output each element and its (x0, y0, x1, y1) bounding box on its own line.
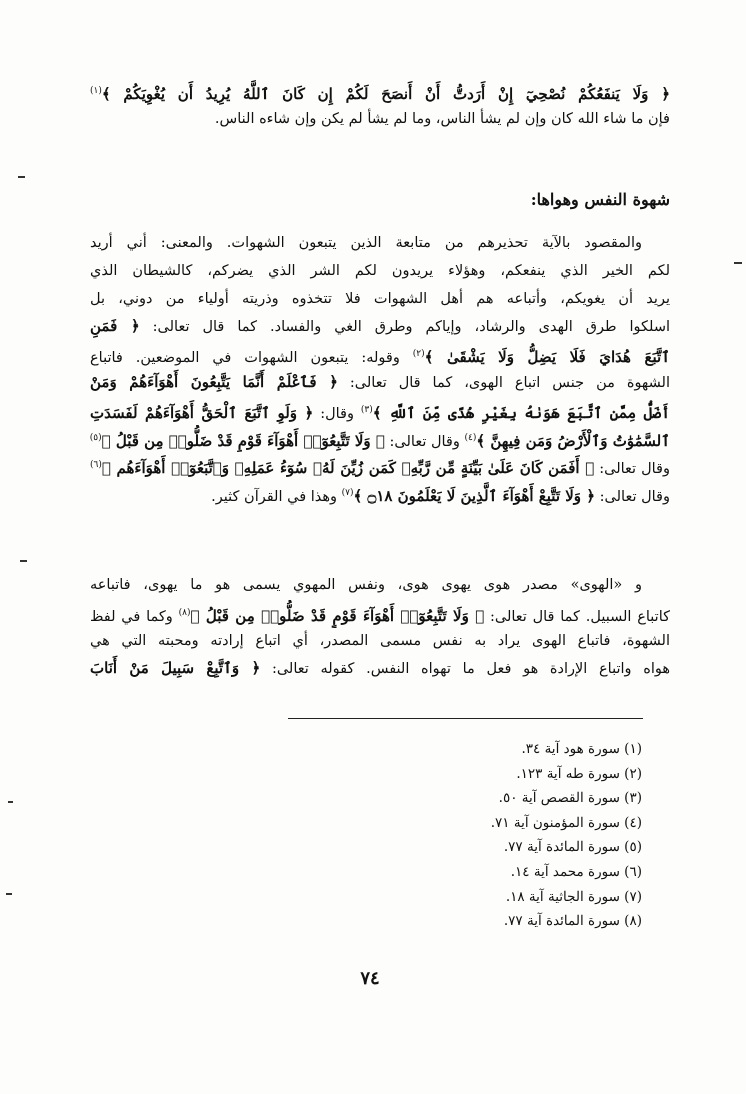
paragraph-2 (90, 572, 670, 683)
footnote-ref: (٥) (90, 432, 102, 443)
body-line (90, 397, 670, 425)
footnote-ref: (٤) (464, 432, 477, 443)
footnote-ref: (٧) (341, 488, 354, 499)
body-line (90, 655, 670, 683)
body-line: و «الهوى» مصدر هوى يهوى هوى، ونفس المهوي يسمى هو ما يهوى، فاتباعه (90, 577, 642, 593)
paragraph-1 (90, 230, 670, 508)
margin-mark (6, 893, 12, 895)
quran-verse: ﴿ فَمَنِ (90, 317, 140, 336)
body-text: وقال تعالى: (599, 489, 670, 505)
top-verse-line (90, 78, 670, 106)
footnote-ref: (٦) (90, 460, 102, 471)
body-line (90, 341, 670, 369)
body-text: وقال تعالى: (389, 433, 460, 450)
margin-mark (20, 560, 27, 562)
body-text: وكما في لفظ (90, 608, 173, 625)
footnote: (٥) سورة المائدة آية ٧٧. (503, 839, 642, 856)
body-line: لكم الخير الذي ينفعكم، وهؤلاء يريدون لكم الشر الذي يضركم، كالشيطان الذي (90, 262, 670, 279)
top-verse-block (90, 78, 670, 134)
footnote-ref: (٢) (412, 349, 425, 360)
footnote-separator (288, 718, 643, 719)
body-text: وقال تعالى: (599, 461, 670, 478)
body-line (90, 480, 670, 508)
quran-verse: ٱتَّبَعَ هُدَايَ فَلَا يَضِلُّ وَلَا يَشْقَىٰ ﴾ (424, 348, 670, 367)
footnote-ref: (٣) (360, 404, 373, 415)
quran-verse: ﴿ وَلَا تَتَّبِعُوٓا۟ أَهْوَآءَ قَوْمٍ قَدْ ضَلُّوا۟ مِن قَبْلُ ﴾ (101, 431, 385, 450)
body-line: الشهوة، فاتباع الهوى يراد به نفس مسمى المصدر، أي اتباع إرادته ومحبته التي هي (90, 632, 670, 649)
body-line: يريد أن يغويكم، وأتباعه هم أهل الشهوات فلا تتخذوه وذريته أولياء من دوني، بل (90, 290, 670, 307)
body-line (90, 452, 670, 480)
footnote: (١) سورة هود آية ٣٤. (521, 741, 642, 757)
footnote: (٢) سورة طه آية ١٢٣. (516, 765, 642, 782)
quran-verse: ﴿ وَلَا يَنفَعُكُمْ نُصْحِيٓ إِنْ أَرَدتُّ أَنْ أَنصَحَ لَكُمْ إِن كَانَ ٱللَّهُ يُرِيدُ أَن يُغْوِيَكُمْ ﴾ (101, 84, 670, 103)
footnote: (٦) سورة محمد آية ١٤. (510, 863, 642, 880)
quran-verse: أَضَلُّ مِمَّنِ ٱتَّبَعَ هَوَىٰهُ بِغَيْرِ هُدًى مِّنَ ٱللَّهِ ﴾ (372, 403, 670, 422)
body-text: كاتباع السبيل. كما قال تعالى: (489, 608, 670, 625)
margin-mark (18, 176, 25, 178)
body-line (90, 313, 670, 341)
section-heading: شهوة النفس وهواها: (530, 190, 670, 209)
body-text: وقوله: يتبعون الشهوات في الموضعين. فاتباع (90, 350, 400, 367)
footnote-ref: (١) (90, 86, 102, 96)
body-line (90, 369, 670, 397)
body-text: هواه واتباع الإرادة هو فعل ما تهواه النفس. كقوله تعالى: (271, 661, 670, 678)
body-text: وقال: (320, 405, 354, 422)
quran-verse: ﴿ فَٱعْلَمْ أَنَّمَا يَتَّبِعُونَ أَهْوَآءَهُمْ وَمَنْ (90, 372, 338, 391)
footnote: (٨) سورة المائدة آية ٧٧. (503, 913, 642, 930)
footnote: (٧) سورة الجاثية آية ١٨. (505, 888, 642, 905)
footnote-ref: (٨) (178, 607, 191, 618)
body-line: فإن ما شاء الله كان وإن لم يشأ الناس، وما لم يشأ لم يكن وإن شاءه الناس. (214, 110, 670, 127)
margin-mark (8, 801, 13, 803)
quran-verse: ٱلسَّمَٰوَٰتُ وَٱلْأَرْضُ وَمَن فِيهِنَّ ﴾ (476, 431, 670, 450)
quran-verse: ﴿ وَلَا تَتَّبِعُوٓا۟ أَهْوَآءَ قَوْمٍ قَدْ ضَلُّوا۟ مِن قَبْلُ ﴾ (190, 606, 485, 625)
footnote: (٣) سورة القصص آية ٥٠. (498, 790, 642, 807)
body-text: اسلكوا طرق الهدى والرشاد، وإياكم وطرق الغي والفساد. كما قال تعالى: (152, 319, 670, 336)
body-line: والمقصود بالآية تحذيرهم من متابعة الذين يتبعون الشهوات. والمعنى: أني أريد (90, 235, 642, 251)
body-line (90, 425, 670, 453)
page-number: ٧٤ (360, 968, 380, 989)
quran-verse: ﴿ وَلَا تَتَّبِعْ أَهْوَآءَ ٱلَّذِينَ لَا يَعْلَمُونَ ۝١٨ ﴾ (353, 487, 596, 505)
quran-verse: ﴿ أَفَمَن كَانَ عَلَىٰ بَيِّنَةٍ مِّن رَّبِّهِۦ كَمَن زُيِّنَ لَهُۥ سُوٓءُ عَمَلِهِۦ وَٱتَّبَعُوٓا۟ أَهْوَآءَهُم ﴾ (101, 459, 595, 478)
margin-mark (734, 262, 742, 264)
footnote: (٤) سورة المؤمنون آية ٧١. (490, 814, 642, 831)
body-text: وهذا في القرآن كثير. (211, 489, 338, 505)
quran-verse: ﴿ وَلَوِ ٱتَّبَعَ ٱلْحَقُّ أَهْوَآءَهُمْ لَفَسَدَتِ (90, 403, 314, 422)
footnotes (380, 737, 642, 934)
body-line (90, 600, 670, 628)
body-text: الشهوة من جنس اتباع الهوى، كما قال تعالى: (349, 374, 670, 391)
quran-verse: ﴿ وَٱتَّبِعْ سَبِيلَ مَنْ أَنَابَ (90, 659, 261, 678)
